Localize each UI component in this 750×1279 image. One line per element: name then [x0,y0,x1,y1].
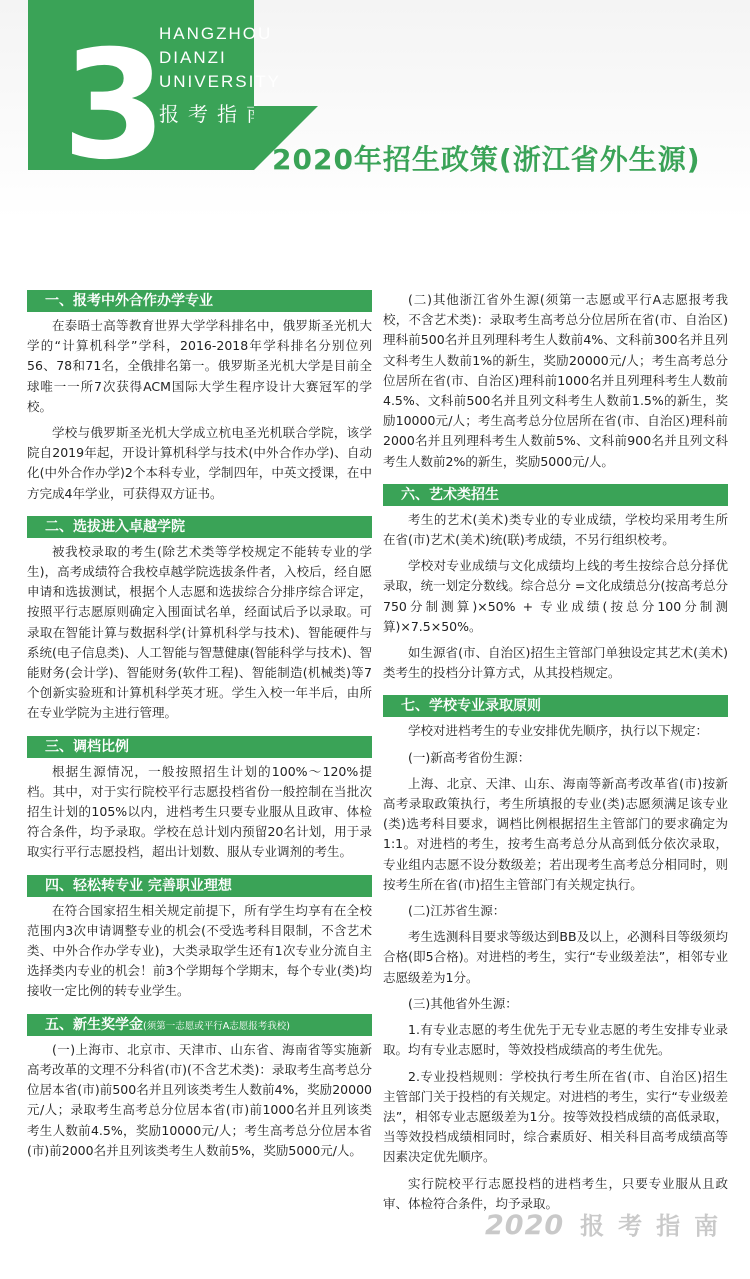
university-name-line: UNIVERSITY [159,72,282,91]
section-heading-text: 五、新生奖学金 [45,1016,143,1033]
university-name-line: HANGZHOU [159,24,273,43]
section-heading [27,736,372,758]
section [383,484,728,684]
left-column [27,290,372,1173]
section-paragraph: 如生源省(市、自治区)招生主管部门单独设定其艺术(美术)类考生的投档分计算方式，从其投档规定。 [383,645,728,681]
section-heading-note: (须第一志愿或平行A志愿报考我校) [143,1020,290,1032]
section-paragraph: 根据生源情况，一般按照招生计划的100%～120%提档。其中，对于实行院校平行志愿投档省份一般控制在当批次招生计划的105%以内，进档考生只要专业服从且政审、体检符合条件，均予录取。学校在总计划内预留20名计划，用于录取实行平行志愿投档，超出计划数、服从专业调剂的考生。 [27,763,372,860]
section-paragraph: 考生的艺术(美术)类专业的专业成绩，学校均采用考生所在省(市)艺术(美术)统(联)考成绩，不另行组织校考。 [383,511,728,548]
chapter-number: 3 [62,19,167,193]
guide-label: 报考指南 [159,102,275,126]
section-paragraph: (二)江苏省生源： [408,903,506,919]
section-paragraph: 实行院校平行志愿投档的进档考生，只要专业服从且政审、体检符合条件，均予录取。 [383,1175,728,1211]
section-heading-text: 四、轻松转专业 完善职业理想 [45,877,232,894]
section-heading [27,875,372,897]
page-title: 2020年招生政策(浙江省外生源) [272,143,701,176]
section-paragraph: (三)其他省外生源： [408,995,518,1011]
section-paragraph: 1.有专业志愿的考生优先于无专业志愿的考生安排专业录取。均有专业志愿时，等效投档成绩高的考生优先。 [383,1022,728,1058]
section-heading-text: 三、调档比例 [45,738,129,755]
right-column [383,290,728,1226]
section [27,290,372,504]
section-paragraph: (二)其他浙江省外生源(须第一志愿或平行A志愿报考我校，不含艺术类)：录取考生高考总分位居所在省(市、自治区)理科前500名并且列理科考生人数前4%、文科前300名并且列文科考生人数前1%的新生，奖励20000元/人；考生高考总分位居所在省(市、自治区)理科前1000名并且列理科考生人数前4.5%、文科前500名并且列文科考生人数前1.5%的新生，奖励10000元/人；考生高考总分位居所在省(市、自治区)理科前2000名并且列理科考生人数前5%、文科前900名并且列文科考生人数前2%的新生，奖励5000元/人。 [383,292,728,469]
section-heading-text: 二、选拔进入卓越学院 [45,518,185,535]
section-paragraph: (一)上海市、北京市、天津市、山东省、海南省等实施新高考改革的文理不分科省(市)(不含艺术类)：录取考生高考总分位居本省(市)前500名并且列该类考生人数前4%，奖励20000元/人；录取考生高考总分位居本省(市)前1000名并且列该类考生人数前4.5%，奖励10000元/人；考生高考总分位居本省(市)前2000名并且列该类考生人数前5%，奖励5000元/人。 [27,1041,372,1158]
section-heading [383,695,728,717]
section-heading [383,484,728,506]
footer-year: 2020 [485,1210,565,1241]
section-paragraph: 考生选测科目要求等级达到BB及以上，必测科目等级须均合格(即5合格)。对进档的考生，实行“专业级差法”，相邻专业志愿级差为1分。 [383,929,728,985]
section-heading-text: 一、报考中外合作办学专业 [45,293,213,309]
section [27,875,372,1002]
section-paragraph: 在符合国家招生相关规定前提下，所有学生均享有在全校范围内3次申请调整专业的机会(不受选考科目限制，不含艺术类、中外合作办学专业)，大类录取学生还有1次专业分流自主选择类内专业的机会！前3个学期每个学期末，每个专业(类)均接收一定比例的转专业学生。 [27,902,372,999]
section [383,290,728,472]
section-heading [27,290,372,312]
section-paragraph: (一)新高考省份生源： [408,749,531,765]
university-name [159,22,281,94]
section-heading [27,1014,372,1036]
section-paragraph: 上海、北京、天津、山东、海南等新高考改革省(市)按新高考录取政策执行，考生所填报的专业(类)志愿须满足该专业(类)选考科目要求，调档比例根据招生主管部门的要求确定为1:1。对进档的考生，按考生高考总分从高到低分依次录取，专业组内志愿不设分数级差；若出现考生高考总分相同时，则按考生所在省(市)招生主管部门有关规定执行。 [383,775,728,892]
footer-guide-label: 报考指南 [580,1212,733,1240]
university-name-line: DIANZI [159,48,227,67]
section-heading-text: 七、学校专业录取原则 [401,698,541,715]
section-heading [27,516,372,538]
section [27,736,372,863]
section-paragraph: 学校对进档考生的专业安排优先顺序，执行以下规定： [408,723,709,739]
section-paragraph: 学校对专业成绩与文化成绩均上线的考生按综合总分择优录取，统一划定分数线。综合总分 =文化成绩总分(按高考总分750分制测算)×50% + 专业成绩(按总分100分制测算)×7.5×50%。 [383,558,728,634]
section-heading-text: 六、艺术类招生 [401,486,499,503]
section-paragraph: 被我校录取的考生(除艺术类等学校规定不能转专业的学生)，高考成绩符合我校卓越学院选拔条件者，入校后，经自愿申请和选拔测试，根据个人志愿和选拔综合分排序综合评定，按照平行志愿原则确定入围面试名单，经面试后予以录取。可录取在智能计算与数据科学(计算机科学与技术)、智能硬件与系统(电子信息类)、人工智能与智慧健康(智能科学与技术)、智能财务(会计学)、智能财务(软件工程)、智能制造(机械类)等7个创新实验班和计算机科学英才班。学生入校一年半后，由所在专业学院为主进行管理。 [27,543,372,721]
brand-block [28,0,282,193]
section [27,516,372,724]
footer-brand [485,1206,732,1241]
section [27,1014,372,1161]
section-paragraph: 2.专业投档规则：学校执行考生所在省(市、自治区)招生主管部门关于投档的有关规定。对进档的考生，实行“专业级差法”，相邻专业志愿级差为1分。按等效投档成绩的高低录取，当等效投档成绩相同时，综合素质好、相关科目高考成绩高等因素决定优先顺序。 [383,1068,728,1165]
section-paragraph: 在泰晤士高等教育世界大学学科排名中，俄罗斯圣光机大学的“计算机科学”学科，2016-2018年学科排名分别位列56、78和71名，全俄排名第一。俄罗斯圣光机大学是目前全球唯一一所7次获得ACM国际大学生程序设计大赛冠军的学校。 [27,318,372,414]
section [383,695,728,1213]
section-paragraph: 学校与俄罗斯圣光机大学成立杭电圣光机联合学院，该学院自2019年起，开设计算机科学与技术(中外合作办学)、自动化(中外合作办学)2个本科专业，学制四年，中英文授课，在中方完成4年学业，可获得双方证书。 [27,425,372,501]
